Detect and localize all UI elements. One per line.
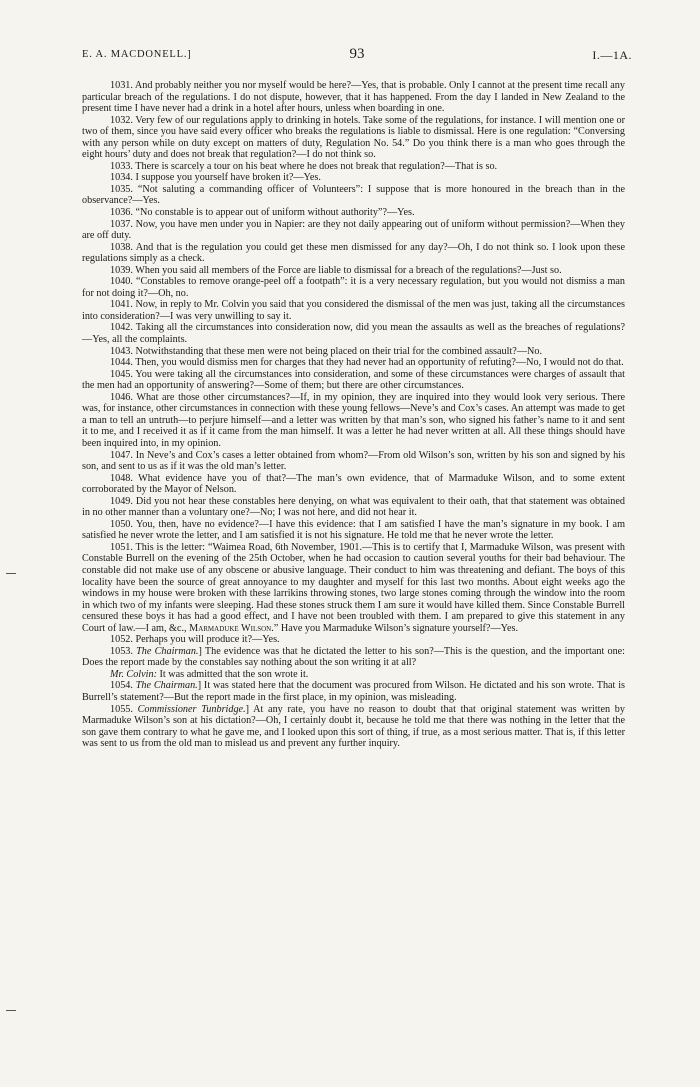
paragraph-1038: 1038. And that is the regulation you could get these men dismissed for any day?—Oh, I do not think so. I look upon these regulations simply as a check. [82,241,625,265]
speaker-name: The Chairman. [135,680,198,692]
paragraph-1042: 1042. Taking all the circumstances into consideration now, did you mean the assaults as well as the breaches of regulations?—Yes, all the complaints. [82,322,625,346]
interjection-text: It was admitted that the son wrote it. [156,668,309,680]
paragraph-1031: 1031. And probably neither you nor myself would be here?—Yes, that is probable. Only I cannot at the present time recall any particular breach of the regulations. I do not dispute, however, that it has happened. From the day I landed in New Zealand to the present time I have never had a drink in a hotel after hours, unless when boarding in one. [82,80,625,115]
paragraph-1043: 1043. Notwithstanding that these men were not being placed on their trial for the combined assault?—No. [110,345,543,357]
paragraph-1046: 1046. What are those other circumstances?—If, in my opinion, they are inquired into they would look very serious. There was, for instance, other circumstances in connection with these young fellows—Neve’s and Cox’s cases. An attempt was made to get a man to tell an untruth—to perjure himself—and a letter was written by that man’s son, who signed his father’s name to it and sent it to me, and I received it as if it came from the man himself. It was a letter he had never written at all. All these things should have been inquired into, in my opinion. [82,391,625,449]
paragraph-1047: 1047. In Neve’s and Cox’s cases a letter obtained from whom?—From old Wilson’s son, written by his son and signed by his son, and sent to us as if it was the old man’s letter. [82,449,625,473]
speaker-name: Mr. Colvin: [110,668,157,680]
header-paper-ref: I.—1A. [592,48,632,62]
letter-follow-up: ” Have you Marmaduke Wilson’s signature yourself?—Yes. [273,622,519,634]
margin-tick-mark [6,1010,16,1011]
question-number: 1055. [110,703,133,715]
question-text: ] The evidence was that he dictated the letter to his son?—This is the question, and the important one: Does the report made by the constables say nothing about the son writing it at all? [82,645,626,669]
paragraph-1050: 1050. You, then, have no evidence?—I have this evidence: that I am satisfied I have the man’s signature in my book. I am satisfied he never wrote the letter, and I am satisfied it is not his signature. He told me that he never wrote the letter. [82,518,625,542]
header-witness-name: E. A. MACDONELL.] [82,49,192,60]
running-header [82,47,632,67]
paragraph-1049: 1049. Did you not hear these constables here denying, on what was equivalent to their oath, that that statement was obtained in no other manner than a voluntary one?—No; I was not here, and did not hear it. [82,495,625,519]
question-number: 1053. [110,645,133,657]
paragraph-1040: 1040. “Constables to remove orange-peel off a footpath”: it is a very necessary regulation, but you would not dismiss a man for not doing it?—Oh, no. [82,276,625,299]
letter-signature: Marmaduke Wilson. [189,622,274,634]
paragraph-1036: 1036. “No constable is to appear out of uniform without authority”?—Yes. [110,207,415,219]
evidence-text [82,80,625,750]
paragraph-1037: 1037. Now, you have men under you in Napier: are they not daily appearing out of uniform without permission?—When they are off duty. [82,218,625,242]
paragraph-1048: 1048. What evidence have you of that?—The man’s own evidence, that of Marmaduke Wilson, and to some extent corroborated by the Mayor of Nelson. [82,472,625,496]
question-number: 1054. [110,680,133,692]
question-text: ] At any rate, you have no reason to doubt that that original statement was written by Marmaduke Wilson’s son at his dictation?—Oh, I certainly doubt it, because he told me that there was nothing in the letter that the son gave them contrary to what he gave me, and I looked upon this sort of thing, if true, as a most serious matter. That is, if this letter was sent to us from the old man to mislead us and prevent any further inquiry. [82,703,625,750]
paragraph-1039: 1039. When you said all members of the Force are liable to dismissal for a breach of the regulations?—Just so. [110,264,562,276]
paragraph-1044: 1044. Then, you would dismiss men for charges that they had never had an opportunity of refuting?—No, I would not do that. [110,357,624,369]
paragraph-1035: 1035. “Not saluting a commanding officer of Volunteers”: I suppose that is more honoured in the breach than in the observance?—Yes. [82,183,625,207]
paragraph-1034: 1034. I suppose you yourself have broken it?—Yes. [110,172,321,184]
question-text: ] It was stated here that the document was procured from Wilson. He dictated and his son wrote. That is Burrell’s statement?—But the report made in the first place, in my opinion, was misleading. [82,680,625,703]
margin-tick-mark [6,573,16,574]
paragraph-1052: 1052. Perhaps you will produce it?—Yes. [110,634,280,646]
interjection-colvin [82,669,625,681]
paragraph-1051 [82,542,625,634]
paragraph-1032: 1032. Very few of our regulations apply to drinking in hotels. Take some of the regulations, for instance. I will mention one or two of them, since you have said every officer who breaks the regulations is liable to dismissal. Here is one regulation: “Conversing with any person while on duty except on matters of duty, Regulation No. 54.” Do you think there is a man who goes through the eight hours’ duty and does not break that regulation?—I do not think so. [82,114,625,161]
page-number: 93 [349,46,365,62]
speaker-name: The Chairman. [136,645,199,657]
paragraph-1041: 1041. Now, in reply to Mr. Colvin you said that you considered the dismissal of the men was just, taking all the circumstances into consideration?—I was very unwilling to say it. [82,299,625,322]
paragraph-1053 [82,646,625,669]
paragraph-1054 [82,680,625,703]
paragraph-1055 [82,704,625,750]
paragraph-1045: 1045. You were taking all the circumstances into consideration, and some of these circumstances were charges of assault that the men had an opportunity of answering?—Some of them; but there are other circumstances. [82,368,625,392]
paragraph-1033: 1033. There is scarcely a tour on his beat where he does not break that regulation?—That is so. [110,160,498,172]
speaker-name: Commissioner Tunbridge. [137,703,246,715]
letter-text: 1051. This is the letter: “Waimea Road, 6th November, 1901.—This is to certify that I, Marmaduke Wilson, was present with Constable Burrell on the evening of the 25th October, when he had occasion to caution several youths for their bad behaviour. The constable did not make use of any obscene or abusive language. Their conduct to him was threatening and defiant. The boys of this locality have been the source of great annoyance to my daughter and myself for this last two months. About eight weeks ago the windows in my house were broken with these larrikins throwing stones, two large stones coming through the window into the room in which two of my infants were sleeping. Had these stones struck them I am sure it would have killed them. Since Constable Burrell censured these boys it has had a good effect, and I have not been troubled with them. I am prepared to give this statement in any Court of law.—I am, &c., [82,541,625,634]
